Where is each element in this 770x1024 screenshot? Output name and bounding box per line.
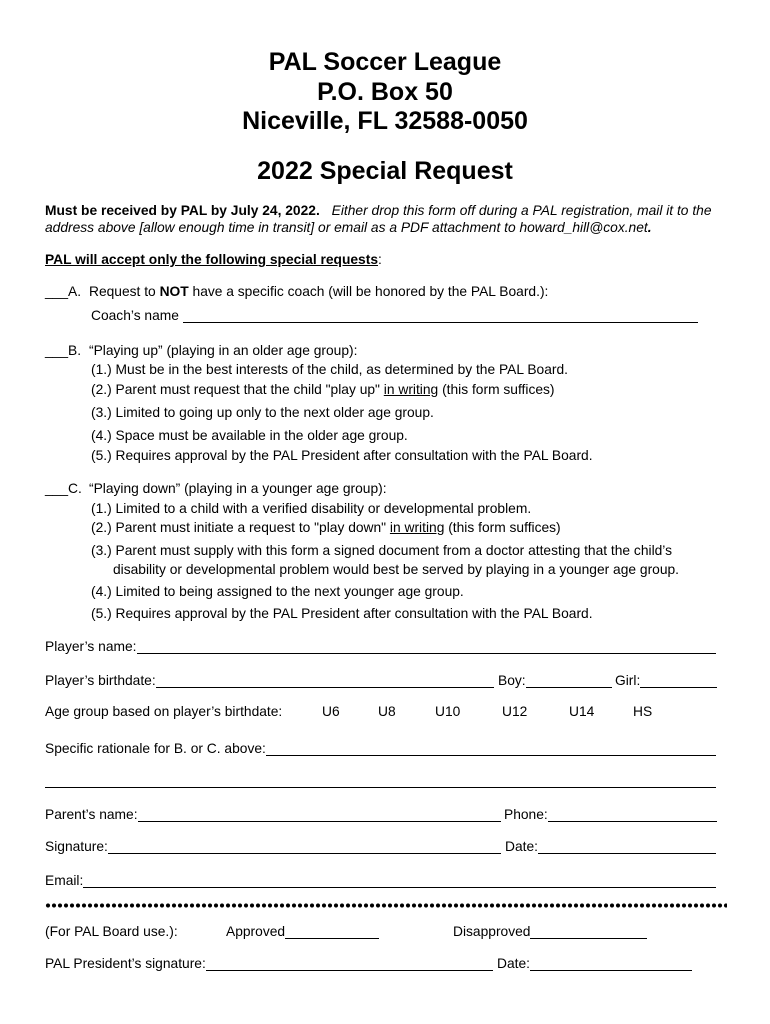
age-group-label: Age group based on player’s birthdate: [45, 704, 283, 719]
email-row [45, 872, 716, 889]
request-b-check-blank[interactable]: ___ [45, 343, 69, 358]
rationale-label: Specific rationale for B. or C. above: [45, 741, 266, 756]
disapproved-label: Disapproved [453, 924, 531, 939]
age-group-option-u8: U8 [378, 704, 396, 719]
request-b-item-4: (4.) Space must be available in the older age group. [91, 428, 408, 443]
parent-name-label: Parent’s name: [45, 807, 138, 822]
parent-name-row [45, 806, 501, 823]
disapproved-row [453, 923, 647, 940]
request-b-item-2-underlined: in writing [383, 382, 439, 397]
girl-label: Girl: [615, 673, 641, 688]
player-birthdate-row [45, 672, 494, 689]
player-name-field[interactable] [137, 640, 716, 654]
address-line-1: P.O. Box 50 [317, 78, 453, 106]
boy-label: Boy: [498, 673, 526, 688]
request-c-check-blank[interactable]: ___ [45, 481, 69, 496]
request-c-prefix [45, 480, 89, 497]
age-group-option-u10: U10 [435, 704, 461, 719]
address-line-2: Niceville, FL 32588-0050 [242, 107, 528, 135]
instructions-text: Either drop this form off during a PAL registration, mail it to the address above [allow enough time in transit] or email as a PDF attachment to howard_hill@cox.net [45, 203, 712, 235]
age-group-option-u14: U14 [569, 704, 595, 719]
rationale-continuation-field[interactable] [45, 774, 716, 788]
deadline-text: Must be received by PAL by July 24, 2022. [45, 203, 320, 218]
request-a [45, 283, 548, 300]
email-label: Email: [45, 873, 84, 888]
coach-name-row [91, 307, 698, 324]
request-c-item-1: (1.) Limited to a child with a verified disability or developmental problem. [91, 501, 532, 516]
rationale-row [45, 740, 716, 757]
email-field[interactable] [83, 874, 716, 888]
phone-field[interactable] [548, 808, 717, 822]
intro-paragraph [45, 202, 735, 236]
rationale-continuation-row [45, 774, 716, 788]
request-c-item-2-before: (2.) Parent must initiate a request to "play down" [91, 520, 390, 535]
instructions-end: . [647, 220, 652, 235]
request-b-item-2 [91, 381, 555, 398]
request-b-letter: B. [68, 343, 82, 358]
signature-field[interactable] [108, 840, 501, 854]
request-c-item-2-underlined: in writing [389, 520, 445, 535]
phone-label: Phone: [504, 807, 548, 822]
president-date-row [497, 955, 692, 972]
age-group-option-hs: HS [633, 704, 653, 719]
disapproved-field[interactable] [530, 925, 647, 939]
org-name: PAL Soccer League [268, 48, 502, 76]
request-a-text-before: Request to [89, 284, 160, 299]
approved-label: Approved [226, 924, 286, 939]
player-birthdate-field[interactable] [156, 674, 494, 688]
girl-field[interactable] [640, 674, 717, 688]
president-signature-field[interactable] [206, 957, 493, 971]
requests-heading-text: PAL will accept only the following special requests [45, 252, 378, 267]
approved-row [226, 923, 379, 940]
player-birthdate-label: Player’s birthdate: [45, 673, 156, 688]
request-c-item-3: (3.) Parent must supply with this form a signed document from a doctor attesting that the child’s disability or developmental problem would best be served by playing in a younger age group. [91, 543, 680, 577]
boy-row [498, 672, 612, 689]
player-name-label: Player’s name: [45, 639, 137, 654]
request-b-item-1: (1.) Must be in the best interests of the child, as determined by the PAL Board. [91, 362, 569, 377]
request-b-item-2-before: (2.) Parent must request that the child "play up" [91, 382, 384, 397]
request-b-item-3: (3.) Limited to going up only to the next older age group. [91, 405, 434, 420]
request-c-title: “Playing down” (playing in a younger age group): [89, 481, 387, 496]
dotted-separator [45, 903, 727, 908]
boy-field[interactable] [526, 674, 612, 688]
signature-label: Signature: [45, 839, 108, 854]
request-c-item-4: (4.) Limited to being assigned to the next younger age group. [91, 584, 464, 599]
president-signature-label: PAL President’s signature: [45, 956, 206, 971]
request-b-item-2-after: (this form suffices) [438, 382, 555, 397]
request-a-emphasis: NOT [159, 284, 189, 299]
girl-row [615, 672, 717, 689]
rationale-field[interactable] [266, 742, 716, 756]
request-a-text-after: have a specific coach (will be honored by the PAL Board.): [188, 284, 549, 299]
date-row [505, 838, 716, 855]
request-c-letter: C. [68, 481, 82, 496]
approved-field[interactable] [285, 925, 379, 939]
request-a-letter: A. [68, 284, 82, 299]
date-label: Date: [505, 839, 538, 854]
requests-heading-colon: : [378, 252, 382, 267]
president-date-field[interactable] [530, 957, 692, 971]
request-c [45, 480, 387, 497]
request-b-title: “Playing up” (playing in an older age group): [89, 343, 358, 358]
request-a-prefix [45, 283, 89, 300]
coach-name-label: Coach’s name [91, 308, 179, 323]
coach-name-field[interactable] [183, 309, 698, 323]
request-b-prefix [45, 342, 89, 359]
date-field[interactable] [538, 840, 716, 854]
president-signature-row [45, 955, 493, 972]
player-name-row [45, 638, 716, 655]
age-group-option-u12: U12 [502, 704, 528, 719]
request-c-item-2-after: (this form suffices) [444, 520, 561, 535]
president-date-label: Date: [497, 956, 530, 971]
request-a-check-blank[interactable]: ___ [45, 284, 69, 299]
requests-heading [45, 251, 382, 268]
request-b-item-5: (5.) Requires approval by the PAL President after consultation with the PAL Board. [91, 448, 593, 463]
form-title: 2022 Special Request [257, 157, 513, 185]
request-b [45, 342, 357, 359]
board-use-label: (For PAL Board use.): [45, 924, 178, 939]
signature-row [45, 838, 501, 855]
request-c-item-5: (5.) Requires approval by the PAL President after consultation with the PAL Board. [91, 606, 593, 621]
phone-row [504, 806, 717, 823]
request-c-item-2 [91, 519, 561, 536]
age-group-option-u6: U6 [322, 704, 340, 719]
parent-name-field[interactable] [138, 808, 501, 822]
